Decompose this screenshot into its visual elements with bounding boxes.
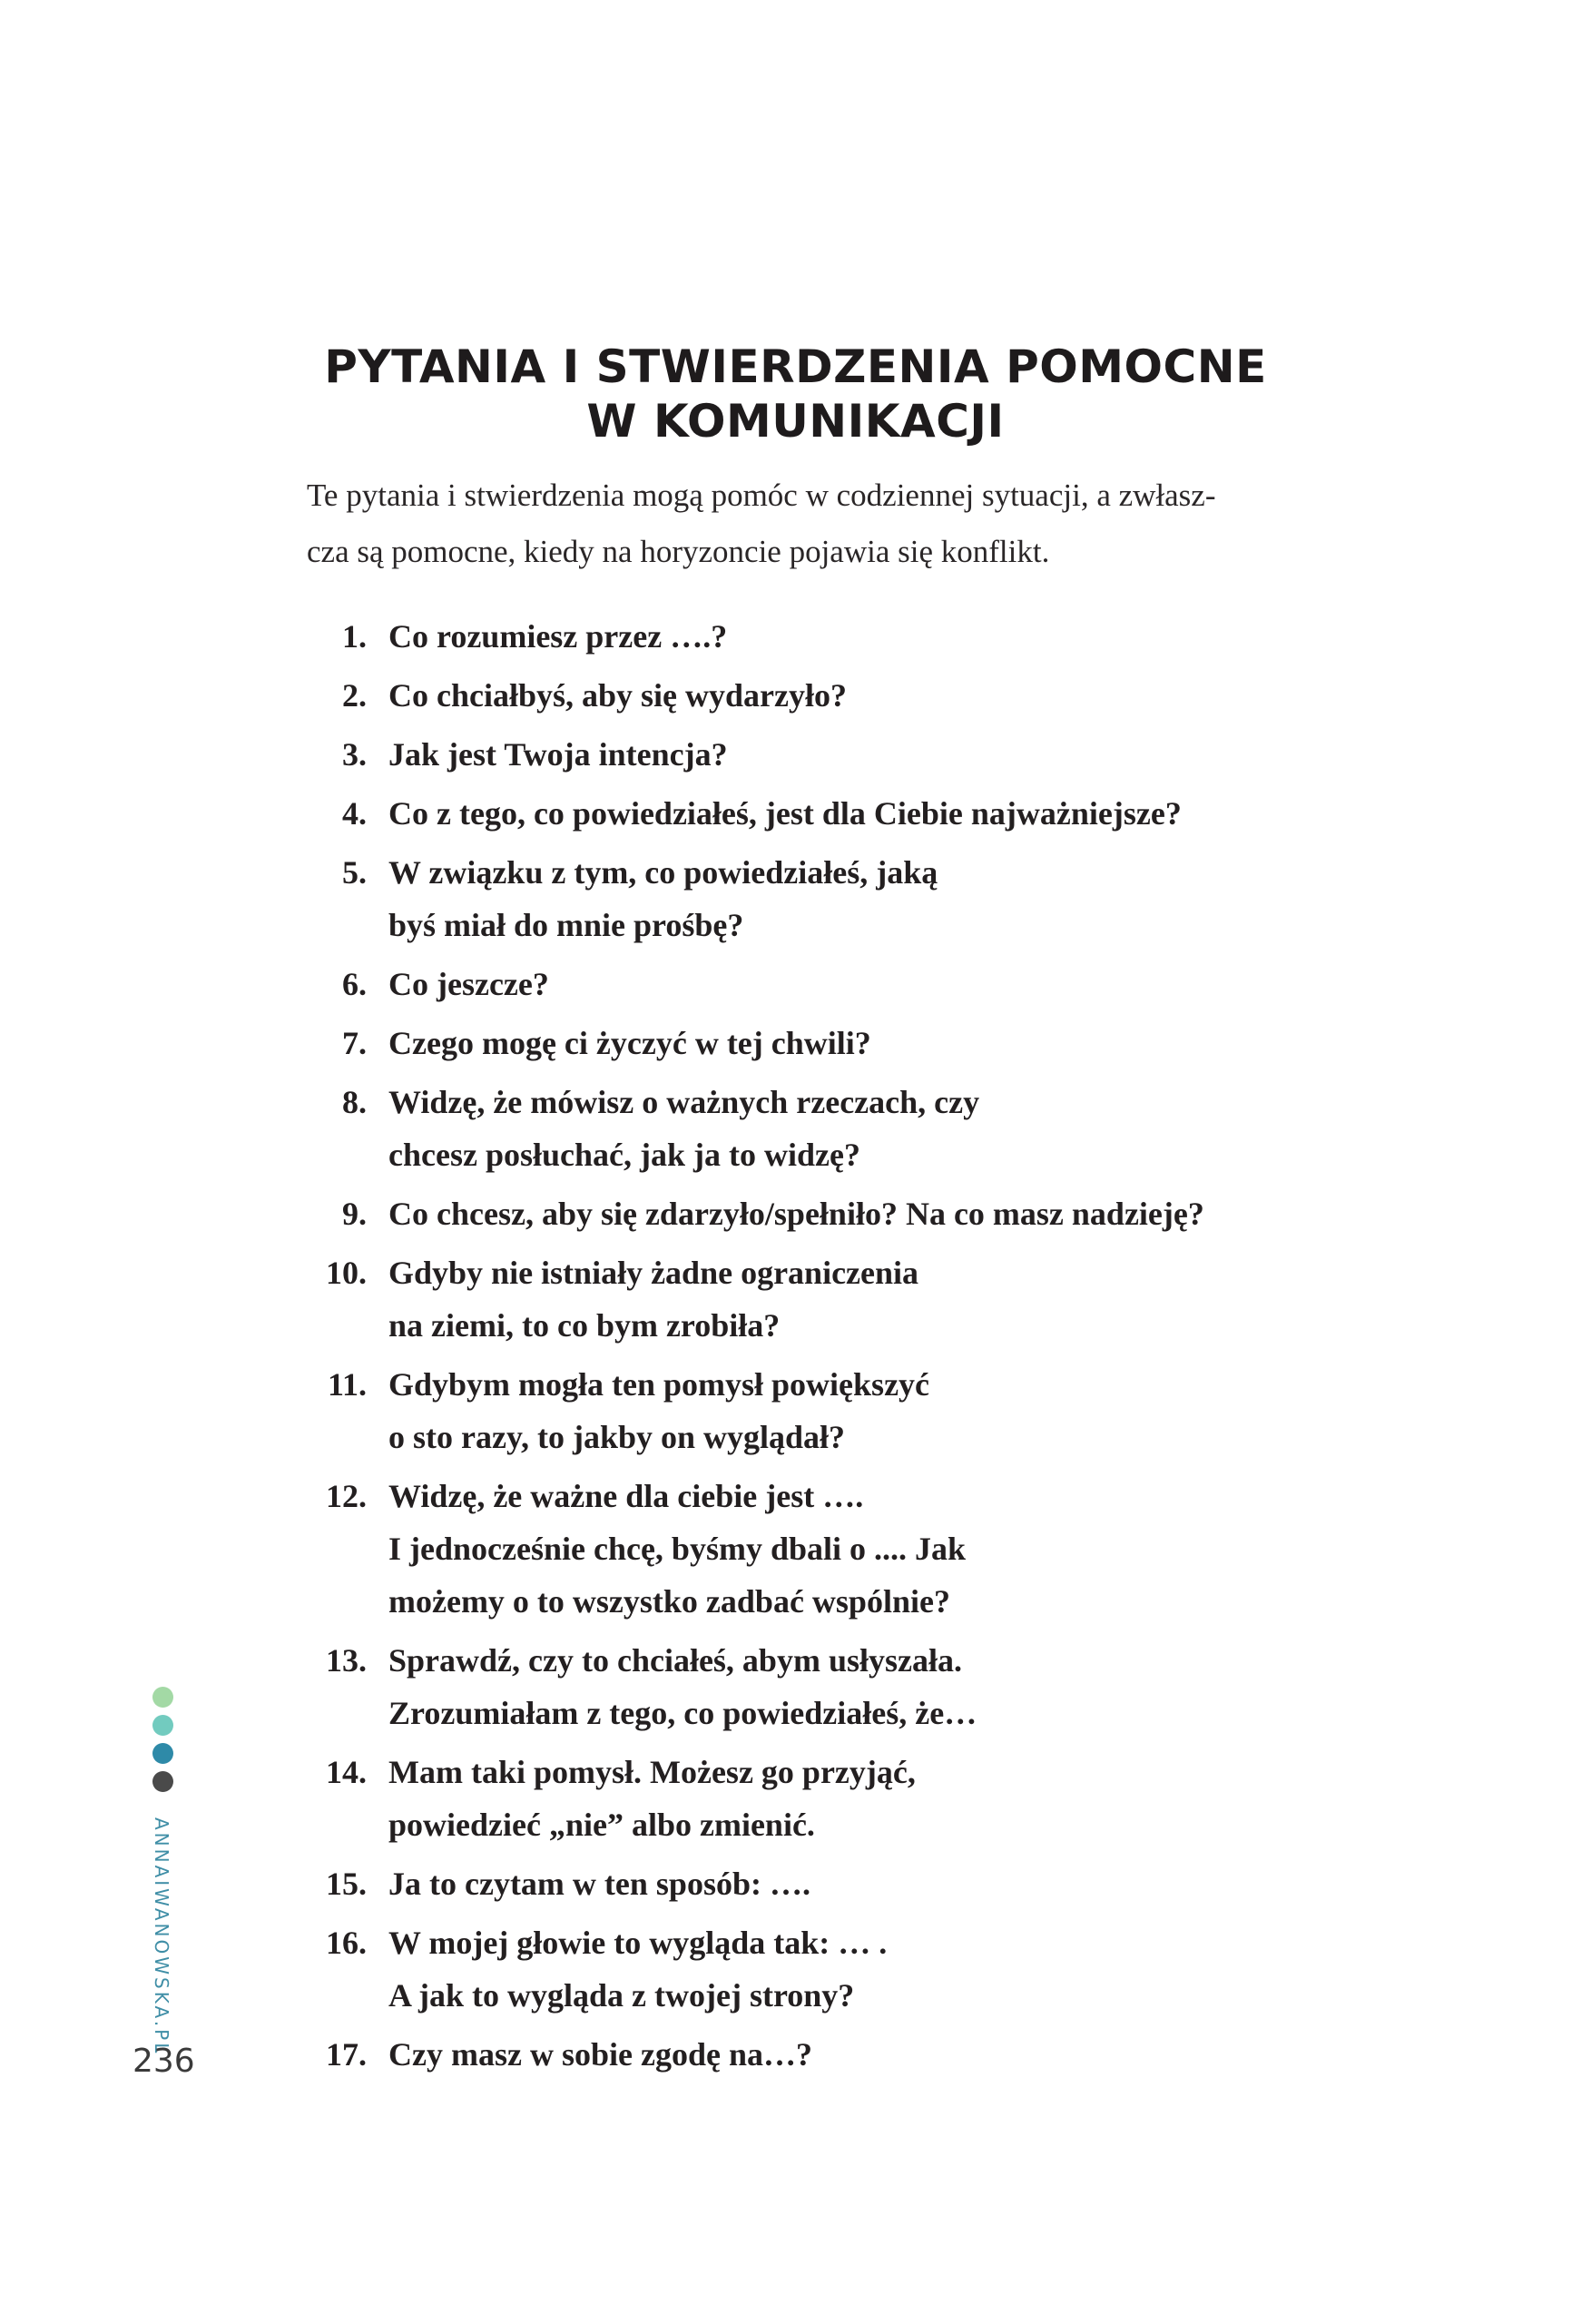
questions-list bbox=[307, 610, 1360, 2087]
intro-line-1: Te pytania i stwierdzenia mogą pomóc w codziennej sytuacji, a zwłasz- bbox=[307, 478, 1216, 513]
intro-line-2: cza są pomocne, kiedy na horyzoncie pojawia się konflikt. bbox=[307, 534, 1050, 569]
question-number: 11. bbox=[327, 1366, 367, 1403]
dot-light-green-icon bbox=[152, 1687, 173, 1708]
question-text-line: chcesz posłuchać, jak ja to widzę? bbox=[388, 1137, 860, 1173]
question-number: 2. bbox=[342, 677, 367, 714]
question-number: 13. bbox=[326, 1642, 367, 1679]
question-text-line: W mojej głowie to wygląda tak: … . bbox=[388, 1925, 888, 1961]
question-text-line: Sprawdź, czy to chciałeś, abym usłyszała. bbox=[388, 1642, 962, 1679]
question-number: 16. bbox=[326, 1925, 367, 1961]
question-text-line: Gdyby nie istniały żadne ograniczenia bbox=[388, 1255, 919, 1291]
question-item bbox=[307, 669, 1360, 722]
question-text-line: A jak to wygląda z twojej strony? bbox=[388, 1977, 855, 2014]
question-item bbox=[307, 1857, 1360, 1910]
decorative-dots bbox=[152, 1687, 174, 1799]
question-item bbox=[307, 1187, 1360, 1240]
question-number: 6. bbox=[342, 966, 367, 1002]
question-text-line: Jak jest Twoja intencja? bbox=[388, 736, 728, 773]
question-number: 9. bbox=[342, 1196, 367, 1232]
question-item bbox=[307, 1017, 1360, 1069]
question-item bbox=[307, 1246, 1360, 1352]
dot-teal-icon bbox=[152, 1715, 173, 1736]
page-title bbox=[0, 340, 1591, 448]
question-text-line: W związku z tym, co powiedziałeś, jaką bbox=[388, 854, 938, 891]
question-number: 12. bbox=[326, 1478, 367, 1514]
question-text-line: Co rozumiesz przez ….? bbox=[388, 618, 728, 655]
question-text-line: na ziemi, to co bym zrobiła? bbox=[388, 1307, 781, 1344]
page-title-line-1: PYTANIA I STWIERDZENIA POMOCNE bbox=[324, 340, 1267, 393]
question-number: 4. bbox=[342, 795, 367, 832]
question-text-line: Co jeszcze? bbox=[388, 966, 549, 1002]
question-number: 8. bbox=[342, 1084, 367, 1120]
question-text-line: Co chcesz, aby się zdarzyło/spełniło? Na co masz nadzieję? bbox=[388, 1196, 1204, 1232]
question-item bbox=[307, 787, 1360, 840]
question-text-line: Mam taki pomysł. Możesz go przyjąć, bbox=[388, 1754, 916, 1790]
question-item bbox=[307, 1076, 1360, 1181]
question-item bbox=[307, 728, 1360, 781]
question-number: 1. bbox=[342, 618, 367, 655]
intro-paragraph bbox=[307, 468, 1323, 580]
question-text-line: Czego mogę ci życzyć w tej chwili? bbox=[388, 1025, 871, 1061]
question-item bbox=[307, 1746, 1360, 1851]
dot-dark-gray-icon bbox=[152, 1771, 173, 1792]
question-text-line: Zrozumiałam z tego, co powiedziałeś, że… bbox=[388, 1695, 977, 1731]
question-item bbox=[307, 1358, 1360, 1463]
question-text-line: I jednocześnie chcę, byśmy dbali o .... Jak bbox=[388, 1531, 967, 1567]
question-text-line: Widzę, że ważne dla ciebie jest …. bbox=[388, 1478, 864, 1514]
question-item bbox=[307, 1470, 1360, 1628]
question-item bbox=[307, 610, 1360, 663]
question-number: 5. bbox=[342, 854, 367, 891]
question-number: 17. bbox=[326, 2036, 367, 2073]
question-item bbox=[307, 1916, 1360, 2022]
question-number: 7. bbox=[342, 1025, 367, 1061]
dot-blue-icon bbox=[152, 1743, 173, 1764]
question-text-line: Czy masz w sobie zgodę na…? bbox=[388, 2036, 812, 2073]
question-item bbox=[307, 958, 1360, 1010]
question-text-line: możemy o to wszystko zadbać wspólnie? bbox=[388, 1583, 950, 1620]
question-text-line: Co chciałbyś, aby się wydarzyło? bbox=[388, 677, 848, 714]
question-text-line: Widzę, że mówisz o ważnych rzeczach, czy bbox=[388, 1084, 980, 1120]
question-number: 15. bbox=[326, 1866, 367, 1902]
question-text-line: o sto razy, to jakby on wyglądał? bbox=[388, 1419, 846, 1455]
question-item bbox=[307, 2028, 1360, 2081]
question-text-line: byś miał do mnie prośbę? bbox=[388, 907, 744, 943]
question-item bbox=[307, 846, 1360, 951]
question-text-line: powiedzieć „nie” albo zmienić. bbox=[388, 1807, 815, 1843]
page-title-line-2: W KOMUNIKACJI bbox=[586, 394, 1005, 448]
question-number: 14. bbox=[326, 1754, 367, 1790]
question-item bbox=[307, 1634, 1360, 1739]
question-text-line: Gdybym mogła ten pomysł powiększyć bbox=[388, 1366, 930, 1403]
question-text-line: Ja to czytam w ten sposób: …. bbox=[388, 1866, 810, 1902]
page-number: 236 bbox=[133, 2043, 195, 2080]
website-label: ANNAIWANOWSKA.PL bbox=[151, 1817, 172, 2056]
question-number: 10. bbox=[326, 1255, 367, 1291]
question-number: 3. bbox=[342, 736, 367, 773]
question-text-line: Co z tego, co powiedziałeś, jest dla Ciebie najważniejsze? bbox=[388, 795, 1182, 832]
